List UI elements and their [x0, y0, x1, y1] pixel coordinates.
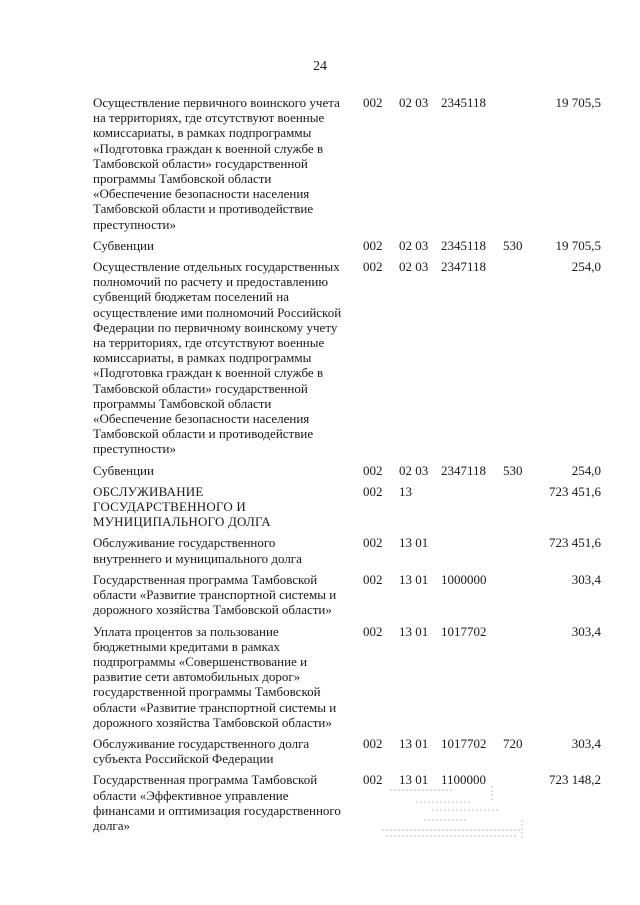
section-code: 02 03 — [399, 462, 429, 478]
expense-type-code: 720 — [503, 735, 523, 751]
row-description: Государственная программа Тамбовской области «Эффективное управление финансами и оптимизация государственного долга» — [93, 772, 341, 833]
amount-value: 723 451,6 — [549, 535, 601, 551]
target-article-code: 1017702 — [441, 735, 487, 751]
row-description: Субвенции — [93, 462, 154, 478]
ministry-code: 002 — [363, 237, 383, 253]
section-code: 13 01 — [399, 735, 429, 751]
row-description: Субвенции — [93, 237, 154, 253]
row-description: Осуществление первичного воинского учета на территориях, где отсутствуют военные комиссариаты, в рамках подпрограммы «Подготовка граждан к военной службе в Тамбовской области» государственной программы Тамбовской области «Обеспечение безопасности населения Тамбовской области и противодействие преступности» — [93, 95, 340, 232]
target-article-code: 2347118 — [441, 259, 487, 275]
table-row — [93, 484, 613, 530]
amount-value: 19 705,5 — [555, 95, 601, 110]
section-code: 02 03 — [399, 259, 429, 275]
row-description: Уплата процентов за пользование бюджетными кредитами в рамках подпрограммы «Совершенствование и развитие сети автомобильных дорог» государственной программы Тамбовской области «Развитие транспортной системы и дорожного хозяйства Тамбовской области» — [93, 623, 337, 730]
table-row — [93, 572, 613, 618]
amount-value: 303,4 — [571, 623, 601, 639]
amount-value: 303,4 — [571, 735, 601, 751]
target-article-code: 1100000 — [441, 772, 487, 788]
table-row — [93, 95, 613, 232]
table-row — [93, 259, 613, 457]
budget-table — [93, 95, 613, 833]
amount-value: 723 451,6 — [549, 483, 601, 499]
ministry-code: 002 — [363, 535, 383, 551]
table-row — [93, 624, 613, 730]
table-row — [93, 736, 613, 766]
ministry-code: 002 — [363, 735, 383, 751]
target-article-code: 2345118 — [441, 95, 487, 110]
row-description: Государственная программа Тамбовской области «Развитие транспортной системы и дорожного хозяйства Тамбовской области» — [93, 571, 337, 618]
table-row — [93, 463, 613, 478]
target-article-code: 2347118 — [441, 462, 487, 478]
target-article-code: 1000000 — [441, 571, 487, 587]
table-row — [93, 535, 613, 565]
ministry-code: 002 — [363, 462, 383, 478]
page-number: 24 — [313, 59, 327, 74]
row-description: ОБСЛУЖИВАНИЕ ГОСУДАРСТВЕННОГО И МУНИЦИПАЛЬНОГО ДОЛГА — [93, 483, 271, 530]
table-row — [93, 238, 613, 253]
row-description: Обслуживание государственного долга субъекта Российской Федерации — [93, 735, 310, 767]
ministry-code: 002 — [363, 623, 383, 639]
section-code: 13 — [399, 483, 412, 499]
ministry-code: 002 — [363, 95, 383, 110]
ministry-code: 002 — [363, 259, 383, 275]
ministry-code: 002 — [363, 571, 383, 587]
section-code: 13 01 — [399, 623, 429, 639]
expense-type-code: 530 — [503, 237, 523, 253]
section-code: 02 03 — [399, 237, 429, 253]
target-article-code: 1017702 — [441, 623, 487, 639]
amount-value: 303,4 — [571, 571, 601, 587]
section-code: 02 03 — [399, 95, 429, 110]
amount-value: 19 705,5 — [555, 237, 601, 253]
amount-value: 254,0 — [571, 462, 601, 478]
row-description: Осуществление отдельных государственных полномочий по расчету и предоставлению субвенций бюджетам поселений на осуществление ими полномочий Российской Федерации по первичному воинскому учету на территориях, где отсутствуют военные комиссариаты, в рамках подпрограммы «Подготовка граждан к военной службе в Тамбовской области» государственной программы Тамбовской области «Обеспечение безопасности населения Тамбовской области и противодействие преступности» — [93, 259, 342, 457]
target-article-code: 2345118 — [441, 237, 487, 253]
expense-type-code: 530 — [503, 462, 523, 478]
amount-value: 254,0 — [571, 259, 601, 275]
section-code: 13 01 — [399, 571, 429, 587]
ministry-code: 002 — [363, 483, 383, 499]
faded-stamp — [372, 780, 532, 842]
section-code: 13 01 — [399, 772, 429, 788]
row-description: Обслуживание государственного внутреннего и муниципального долга — [93, 535, 302, 566]
amount-value: 723 148,2 — [549, 772, 601, 788]
section-code: 13 01 — [399, 535, 429, 551]
table-row — [93, 772, 613, 833]
ministry-code: 002 — [363, 772, 383, 788]
